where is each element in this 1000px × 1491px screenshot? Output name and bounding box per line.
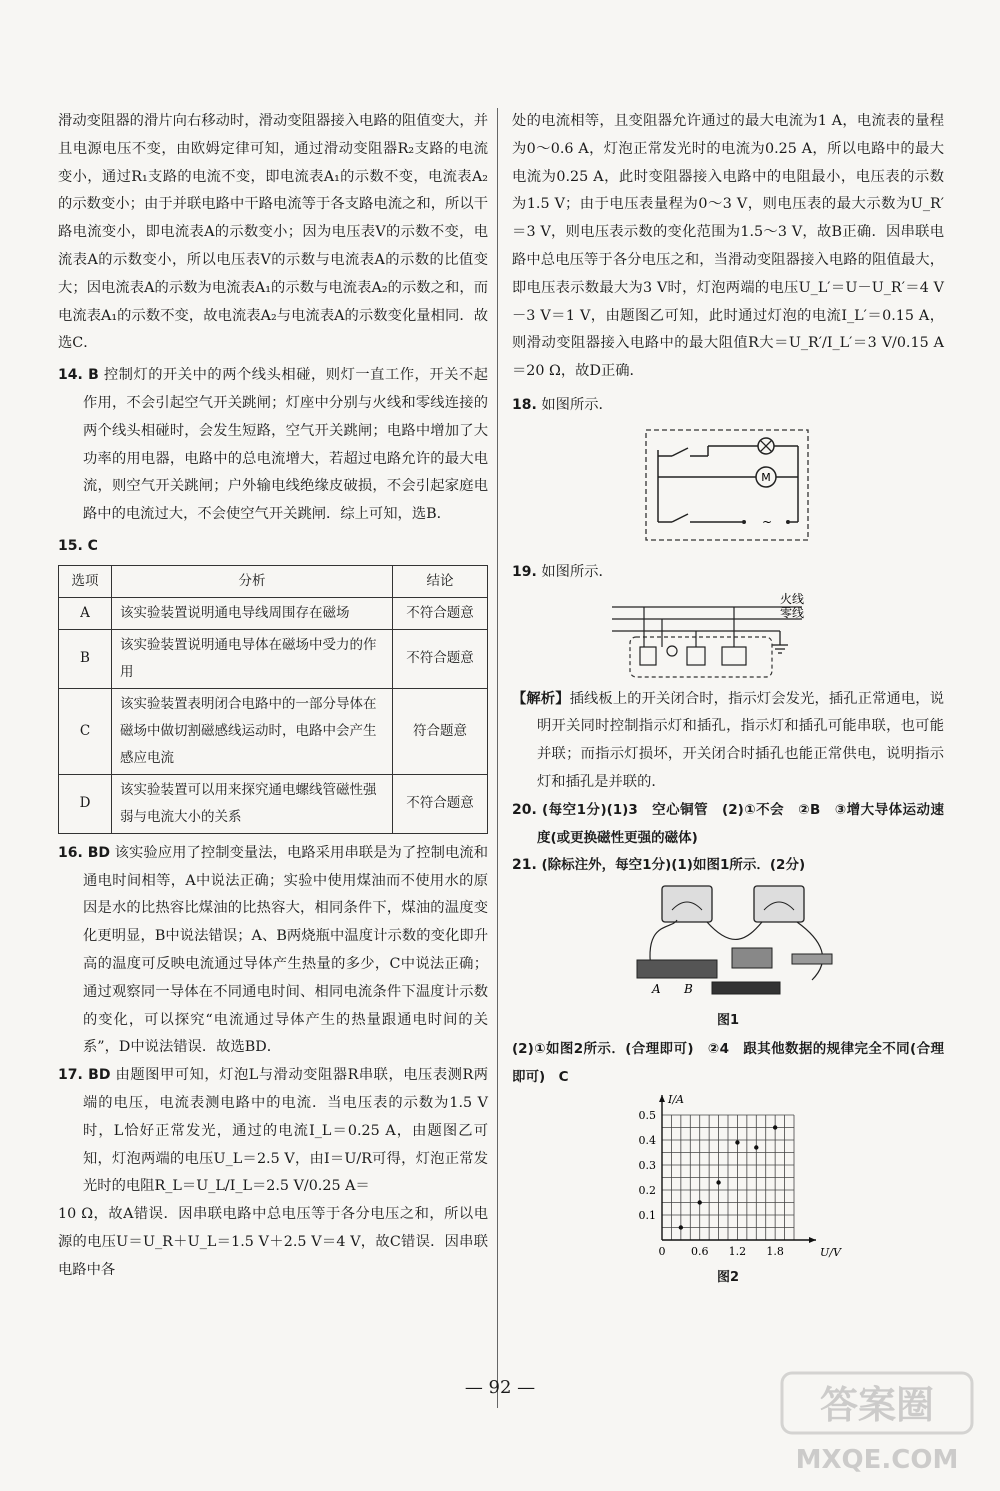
q19-analysis-text: 插线板上的开关闭合时，指示灯会发光，插孔正常通电，说明开关同时控制指示灯和插孔，指示灯和插孔可能串联，也可能并联；而指示灯损坏，开关闭合时插孔也能正常供电，说明指示灯和插孔是并联的． [537,690,945,790]
y-axis-arrow [659,1095,665,1102]
data-point [698,1200,702,1204]
x-tick-label: 0.6 [690,1244,709,1258]
table-row [59,688,488,774]
q15 [58,533,488,561]
q17-text-a: 由题图甲可知，灯泡L与滑动变阻器R串联，电压表测R两端的电压，电流表测电路中的电流．当电压表的示数为1.5 V时，L恰好正常发光，通过的电流I_L＝0.25 A，由题图乙可知，灯泡两端的电压U_L＝2.5 V，由I＝U/R可得，灯泡正常发光时的电阻R_L＝U_L/I_L＝2.5 V/0.25 A＝ [83,1067,489,1195]
data-point [735,1140,739,1144]
x-tick-label: 0 [658,1244,666,1258]
left-column [58,108,488,1285]
table-cell-option: A [59,597,112,629]
watermark-logo [772,1363,982,1483]
q21-part2: (2)①如图2所示．(合理即可) ②4 跟其他数据的规律完全不同(合理即可) C [512,1041,944,1085]
q20 [512,797,944,853]
table-cell-conclusion: 不符合题意 [393,597,488,629]
q14-text: 控制灯的开关中的两个线头相碰，则灯一直工作，开关不起作用，不会引起空气开关跳闸；灯座中分别与火线和零线连接的两个线头相碰时，会发生短路，空气开关跳闸；电路中增加了大功率的用电器，电路中的总电流增大，若超过电路允许的最大电流，则空气开关跳闸；户外输电线绝缘皮破损，不会引起家庭电路中的电流过大，不会使空气开关跳闸．综上可知，选B． [83,367,488,523]
circuit-diagram-q19 [512,587,944,682]
y-tick-label: 0.4 [638,1133,656,1147]
table-cell-analysis: 该实验装置说明通电导线周围存在磁场 [112,597,393,629]
column-divider [497,108,498,1408]
zero-line-label: 零线 [780,605,805,620]
socket-icon-1 [687,647,705,665]
svg-text:答案圈: 答案圈 [819,1383,935,1427]
table-cell-conclusion: 符合题意 [393,688,488,774]
q17-number: 17. BD [58,1067,111,1084]
table-cell-analysis: 该实验装置可以用来探究通电螺线管磁性强弱与电流大小的关系 [112,774,393,833]
ac-source-icon: ~ [761,514,773,529]
right-column [512,108,944,1285]
y-tick-label: 0.1 [638,1208,656,1222]
switch-icon [792,954,832,964]
y-axis-label: I/A [668,1092,684,1106]
table-cell-option: C [59,688,112,774]
table-cell-analysis: 该实验装置表明闭合电路中的一部分导体在磁场中做切割磁感线运动时，电路中会产生感应电流 [112,688,393,774]
resistor-icon [712,982,780,994]
x-axis-arrow [809,1237,816,1243]
fire-line-label: 火线 [780,591,805,606]
switch-icon [640,647,656,665]
table-header-conclusion: 结论 [393,565,488,597]
table-header-row [59,565,488,597]
circuit-diagram-q18 [512,420,944,555]
rheostat-icon [637,960,717,978]
q21 [512,852,944,880]
q17-continuation: 处的电流相等，且变阻器允许通过的最大电流为1 A，电流表的量程为0～0.6 A，灯泡正常发光时的电流为0.25 A，所以电路中的最大电流为0.25 A，此时变阻器接入电路中的电阻最小，电压表的示数为1.5 V；由于电压表量程为0～3 V，则电压表的最大示数为U_R′＝3 V，则电压表示数的变化范围为1.5～3 V，故B正确．因串联电路中总电压等于各分电压之和，当滑动变阻器接入电路的阻值最大，即电压表示数最大为3 V时，灯泡两端的电压U_L′＝U－U_R′＝4 V－3 V＝1 V，由题图乙可知，此时通过灯泡的电流I_L′＝0.15 A，则滑动变阻器接入电路中的最大阻值R大＝U_R′/I_L′＝3 V/0.15 A＝20 Ω，故D正确． [512,113,944,380]
q17 [58,1062,488,1201]
q20-number: 20. [512,801,537,818]
q19-analysis [512,686,944,797]
q20-text: (每空1分)(1)3 空心铜管 (2)①不会 ②B ③增大导体运动速度(或更换磁性更强的磁体) [537,801,944,846]
page-number: — 92 — [464,1377,536,1398]
q15-number: 15. C [58,537,98,554]
socket-icon-2 [722,647,746,665]
label-B: B [684,982,693,997]
i-u-chart [512,1092,944,1262]
table-cell-conclusion: 不符合题意 [393,629,488,688]
data-point [773,1125,777,1129]
power-strip-box [630,637,772,677]
q17-text-b: 10 Ω，故A错误．因串联电路中总电压等于各分电压之和，所以电源的电压U＝U_R＋U_L＝1.5 V＋2.5 V＝4 V，故C错误．因串联电路中各 [58,1206,488,1278]
q14-number: 14. B [58,367,99,384]
table-row [59,629,488,688]
table-cell-analysis: 该实验装置说明通电导体在磁场中受力的作用 [112,629,393,688]
analysis-label: 【解析】 [512,690,570,707]
q21-text: (除标注外，每空1分)(1)如图1所示．(2分) [541,857,806,874]
indicator-lamp-icon [667,646,677,656]
label-A: A [652,982,661,997]
battery-icon [732,948,772,968]
figure-1-title: 图1 [716,1013,740,1029]
q18-text: 如图所示． [541,396,613,413]
q19 [512,559,944,587]
data-point [679,1225,683,1229]
x-tick-label: 1.2 [728,1244,747,1258]
experiment-figure-1 [512,880,944,1005]
q16-text: 该实验应用了控制变量法，电路采用串联是为了控制电流和通电时间相等，A中说法正确；实验中使用煤油而不使用水的原因是水的比热容比煤油的比热容大，相同条件下，煤油的温度变化更明显，B中说法错误；A、B两烧瓶中温度计示数的变化即升高的温度可反映电流通过导体产生热量的多少，C中说法正确；通过观察同一导体在不同通电时间、相同电流条件下温度计示数的变化，可以探究“电流通过导体产生的热量跟通电时间的关系”，D中说法错误．故选BD． [83,844,489,1056]
table-header-analysis: 分析 [112,565,393,597]
x-axis-label: U/V [820,1245,841,1259]
switch-2-icon [672,514,688,522]
data-point [716,1180,720,1184]
switch-1-icon [672,448,688,456]
q18-number: 18. [512,396,537,413]
q21-number: 21. [512,857,537,874]
q18 [512,392,944,420]
svg-text:M: M [761,470,771,484]
q14 [58,362,488,529]
q16-number: 16. BD [58,844,111,861]
table-cell-option: D [59,774,112,833]
q16 [58,840,488,1062]
q13-continuation: 滑动变阻器的滑片向右移动时，滑动变阻器接入电路的阻值变大，并且电源电压不变，由欧姆定律可知，通过滑动变阻器R₂支路的电流变小，通过R₁支路的电流不变，即电流表A₁的示数不变，电流表A₂的示数变小；由于并联电路中干路电流等于各支路电流之和，所以干路电流变小，即电流表A的示数变小；因为电压表V的示数不变，电流表A的示数变小，所以电压表V的示数与电流表A的示数的比值变大；因电流表A的示数为电流表A₁的示数与电流表A₂的示数之和，而电流表A₁的示数不变，故电流表A₂与电流表A的示数变化量相同．故选C． [58,113,488,352]
table-cell-conclusion: 不符合题意 [393,774,488,833]
table-row [59,597,488,629]
svg-text:MXQE.COM: MXQE.COM [795,1445,959,1475]
y-tick-label: 0.2 [638,1183,656,1197]
table-cell-option: B [59,629,112,688]
table-row [59,774,488,833]
y-tick-label: 0.3 [638,1158,656,1172]
q19-text: 如图所示． [541,563,613,580]
voltmeter-icon [662,886,712,922]
table-header-option: 选项 [59,565,112,597]
figure-2-title: 图2 [716,1269,740,1285]
y-tick-label: 0.5 [638,1108,656,1122]
q19-number: 19. [512,563,537,580]
ammeter-icon [754,886,804,922]
x-tick-label: 1.8 [766,1244,784,1258]
data-point [754,1145,758,1149]
analysis-table [58,565,488,834]
